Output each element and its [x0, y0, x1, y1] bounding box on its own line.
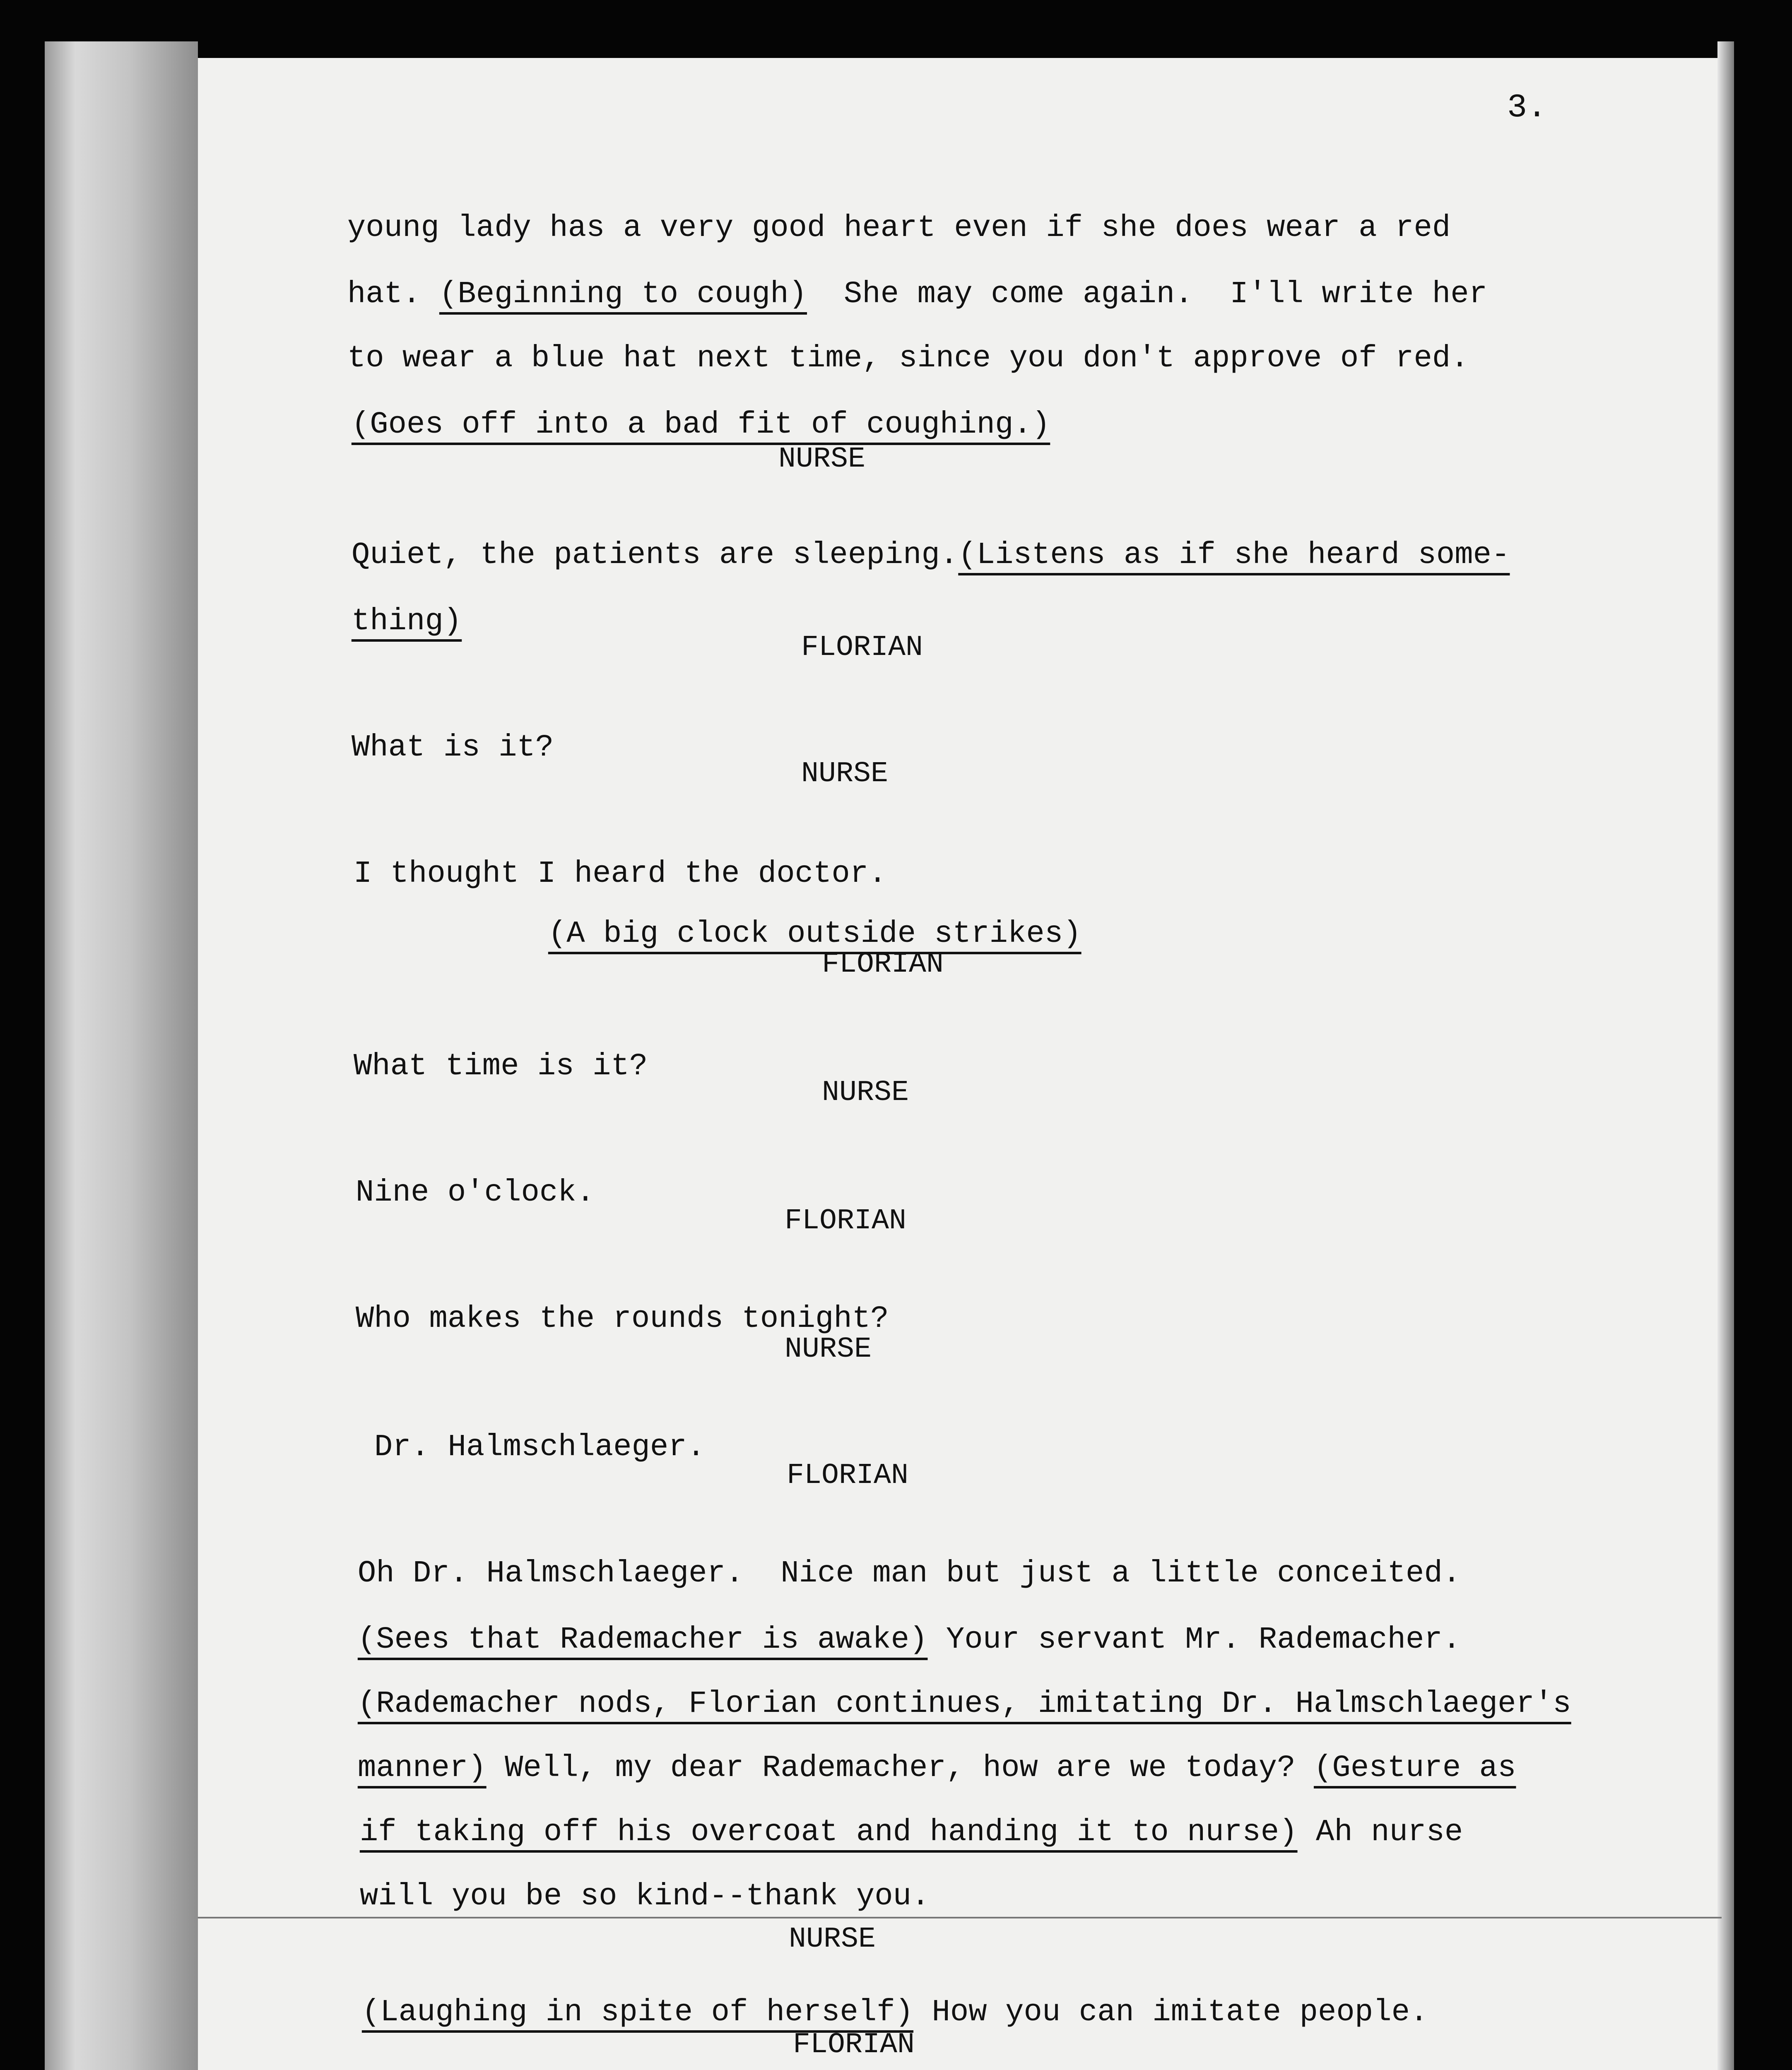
stage-direction: (Gesture as	[1314, 1751, 1516, 1786]
script-line	[317, 828, 887, 889]
stage-direction: manner)	[357, 1751, 487, 1786]
speaker-name: FLORIAN	[822, 948, 944, 981]
script-line	[321, 1658, 1571, 1719]
speaker-name: FLORIAN	[793, 2029, 915, 2061]
stage-direction: if taking off his overcoat and handing it to nurse)	[359, 1815, 1298, 1850]
stage-direction: (Goes off into a bad fit of coughing.)	[351, 407, 1050, 442]
script-line	[315, 379, 1050, 440]
speaker-name: FLORIAN	[785, 1205, 907, 1237]
dialogue-text: hat.	[347, 277, 439, 312]
script-line	[321, 1722, 1516, 1784]
stage-direction: thing)	[351, 604, 462, 639]
script-line	[319, 1147, 595, 1208]
dialogue-text: She may come again. I'll write her	[807, 277, 1488, 312]
script-line	[337, 1401, 705, 1463]
dialogue-text: Who makes the rounds tonight?	[355, 1302, 889, 1336]
script-line	[311, 182, 1451, 246]
script-line	[315, 702, 554, 763]
adjacent-page-edge	[45, 41, 198, 2070]
stage-direction: (Listens as if she heard some-	[958, 538, 1510, 573]
dialogue-text: How you can imitate people.	[913, 1995, 1428, 2030]
script-line	[315, 575, 462, 637]
scan-fold-line	[198, 1917, 1722, 1918]
script-line	[319, 1273, 889, 1334]
speaker-name: NURSE	[801, 758, 889, 790]
dialogue-text: Quiet, the patients are sleeping.	[351, 538, 959, 573]
speaker-name: NURSE	[789, 1923, 876, 1956]
dialogue-text: Nine o'clock.	[355, 1175, 595, 1210]
stage-direction: (Sees that Rademacher is awake)	[357, 1622, 928, 1657]
stage-direction: (Beginning to cough)	[439, 277, 807, 312]
dialogue-text: Well, my dear Rademacher, how are we today?	[486, 1751, 1314, 1786]
stage-direction: (Rademacher nods, Florian continues, imitating Dr. Halmschlaeger's	[357, 1687, 1571, 1721]
speaker-name: NURSE	[822, 1076, 909, 1109]
script-line	[325, 1966, 1428, 2028]
speaker-name: FLORIAN	[801, 631, 923, 664]
dialogue-text: to wear a blue hat next time, since you don't approve of red.	[347, 341, 1469, 376]
dialogue-text: young lady has a very good heart even if she does wear a red	[347, 211, 1451, 246]
speaker-name: FLORIAN	[787, 1459, 909, 1492]
script-line	[311, 313, 1469, 374]
script-line	[321, 1528, 1461, 1589]
script-line	[317, 1021, 648, 1082]
stage-direction: (Laughing in spite of herself)	[361, 1995, 914, 2030]
dialogue-text: Dr. Halmschlaeger.	[374, 1430, 706, 1465]
dialogue-text: What time is it?	[353, 1049, 648, 1084]
page-edge-shadow	[1717, 41, 1734, 2070]
script-line	[323, 1851, 930, 1912]
script-line	[315, 509, 1510, 573]
dialogue-text: will you be so kind--thank you.	[359, 1879, 930, 1914]
speaker-name: NURSE	[778, 443, 866, 476]
dialogue-text: Ah nurse	[1297, 1815, 1463, 1850]
page-number: 3.	[1507, 89, 1547, 127]
script-line	[321, 1594, 1461, 1655]
stage-direction: (A big clock outside strikes)	[548, 917, 1081, 951]
dialogue-text: Your servant Mr. Rademacher.	[927, 1622, 1461, 1657]
dialogue-text: Oh Dr. Halmschlaeger. Nice man but just a little conceited.	[357, 1556, 1461, 1591]
script-line	[323, 1786, 1463, 1848]
dialogue-text: What is it?	[351, 730, 554, 765]
script-line	[511, 888, 1081, 949]
dialogue-text: I thought I heard the doctor.	[353, 857, 887, 891]
speaker-name: NURSE	[785, 1333, 872, 1366]
script-line	[311, 248, 1487, 310]
